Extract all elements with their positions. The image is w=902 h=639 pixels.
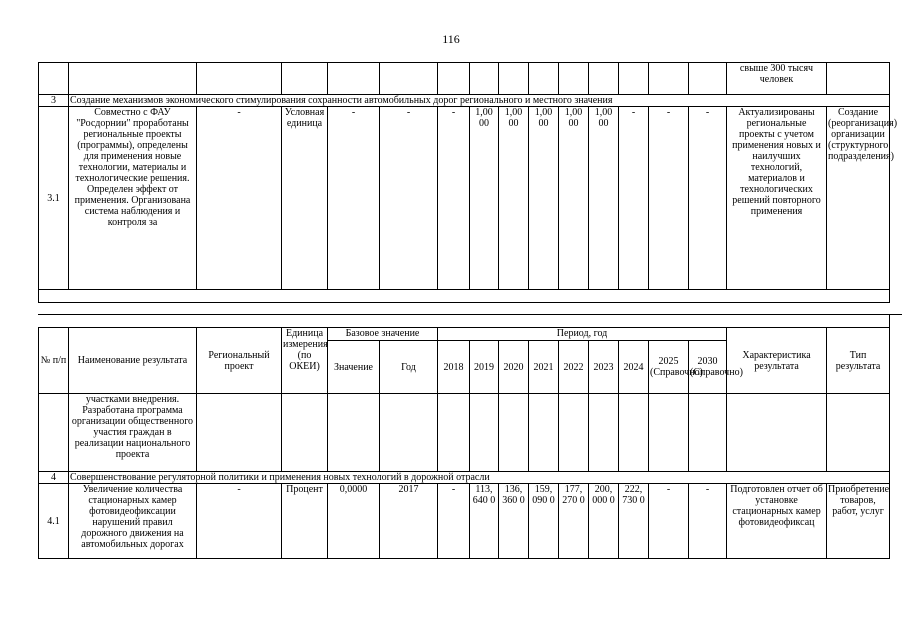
year-2018-value: -	[438, 107, 470, 290]
year-2018-value: -	[438, 484, 470, 559]
base-year: -	[380, 107, 438, 290]
result-name: Увеличение количества стационарных камер фотовидеофиксации нарушений правил дорожного движения на автомобильных дорогах	[69, 484, 197, 559]
row-number: 4.1	[39, 484, 69, 559]
year-2022-value: 1,00 00	[559, 107, 589, 290]
result-characteristic: Подготовлен отчет об установке стационарных камер фотовидеофиксац	[727, 484, 827, 559]
year-2023-value: 200, 000 0	[589, 484, 619, 559]
year-2022-value: 177, 270 0	[559, 484, 589, 559]
year-2024-value: -	[619, 107, 649, 290]
year-2021-value: 1,00 00	[529, 107, 559, 290]
header-base-year: Год	[380, 341, 438, 394]
section-number: 3	[39, 95, 69, 107]
year-2030-value: -	[689, 107, 727, 290]
section-number: 4	[39, 472, 69, 484]
result-name: Совместно с ФАУ "Росдорнии" проработаны региональные проекты (программы), определены для применения новые технологии, материалы и технологические решения. Определен эффект от применения. Организована система наблюдения и контроля за	[69, 107, 197, 290]
row-number: 3.1	[39, 107, 69, 290]
section-title: Совершенствование регуляторной политики и применения новых технологий в дорожной отрасли	[69, 472, 890, 484]
page-separator	[889, 314, 890, 328]
header-period: Период, год	[438, 328, 727, 341]
header-type: Тип результата	[827, 328, 890, 394]
table-header-row	[39, 328, 890, 341]
section-title: Создание механизмов экономического стимулирования сохранности автомобильных дорог регионального и местного значения	[69, 95, 890, 107]
year-2021-value: 159, 090 0	[529, 484, 559, 559]
regional-project: -	[197, 107, 282, 290]
header-year: 2025 (Справочно)	[649, 341, 689, 394]
header-year: 2022	[559, 341, 589, 394]
header-year: 2021	[529, 341, 559, 394]
header-regional-project: Региональный проект	[197, 328, 282, 394]
base-value: 0,0000	[328, 484, 380, 559]
header-year: 2020	[499, 341, 529, 394]
empty-row	[39, 290, 890, 303]
header-characteristic: Характеристика результата	[727, 328, 827, 394]
header-year: 2030 (Справочно)	[689, 341, 727, 394]
year-2023-value: 1,00 00	[589, 107, 619, 290]
header-base: Базовое значение	[328, 328, 438, 341]
page-separator	[38, 314, 902, 315]
header-year: 2019	[470, 341, 499, 394]
table-row	[39, 107, 890, 290]
section-row	[39, 95, 890, 107]
year-2025-value: -	[649, 484, 689, 559]
year-2019-value: 113, 640 0	[470, 484, 499, 559]
header-year: 2023	[589, 341, 619, 394]
year-2020-value: 136, 360 0	[499, 484, 529, 559]
year-2019-value: 1,00 00	[470, 107, 499, 290]
result-name: участками внедрения. Разработана программа организации общественного участия граждан в реализации национального проекта	[69, 394, 197, 472]
result-type: Приобретение товаров, работ, услуг	[827, 484, 890, 559]
header-year: 2024	[619, 341, 649, 394]
result-type: Создание (реорганизация) организации (структурного подразделения)	[827, 107, 890, 290]
year-2024-value: 222, 730 0	[619, 484, 649, 559]
header-number: № п/п	[39, 328, 69, 394]
result-characteristic: свыше 300 тысяч человек	[727, 63, 827, 95]
regional-project: -	[197, 484, 282, 559]
header-name: Наименование результата	[69, 328, 197, 394]
header-year: 2018	[438, 341, 470, 394]
page-number: 116	[442, 32, 460, 46]
base-year: 2017	[380, 484, 438, 559]
year-2020-value: 1,00 00	[499, 107, 529, 290]
year-2030-value: -	[689, 484, 727, 559]
bottom-table	[38, 327, 890, 559]
unit: Условная единица	[282, 107, 328, 290]
result-characteristic: Актуализированы региональные проекты с учетом применения новых и наилучших технологий, материалов и технологических решений повторного применения	[727, 107, 827, 290]
header-base-value: Значение	[328, 341, 380, 394]
table-row	[39, 484, 890, 559]
continuation-row	[39, 394, 890, 472]
header-unit: Единица измерения (по ОКЕИ)	[282, 328, 328, 394]
top-table	[38, 62, 898, 303]
year-2025-value: -	[649, 107, 689, 290]
section-row	[39, 472, 890, 484]
base-value: -	[328, 107, 380, 290]
unit: Процент	[282, 484, 328, 559]
continuation-row	[39, 63, 890, 95]
